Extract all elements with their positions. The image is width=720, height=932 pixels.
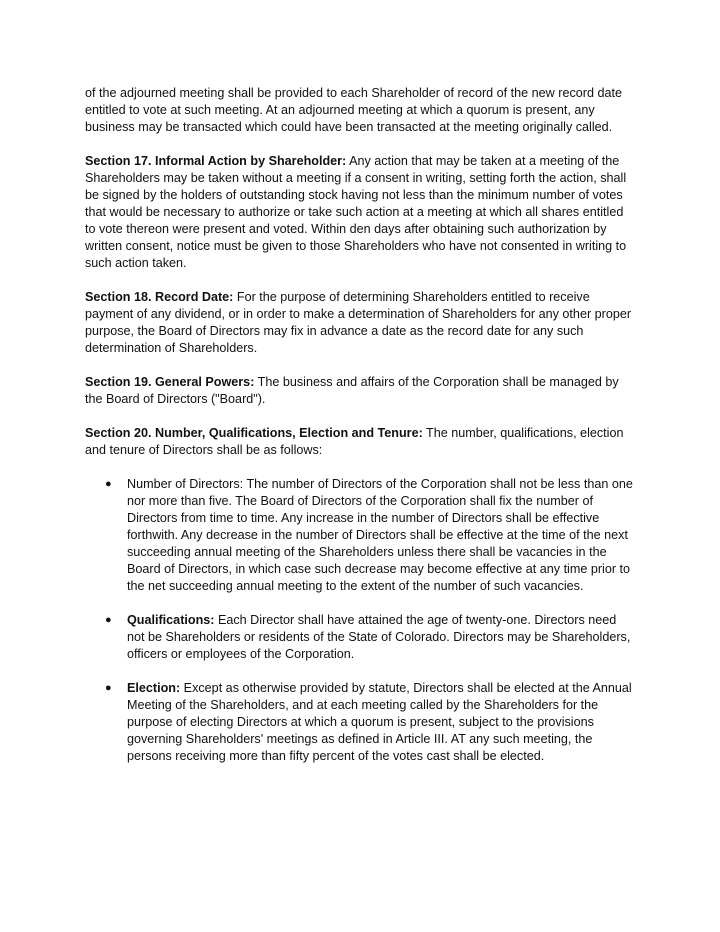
section-17-heading: Section 17. Informal Action by Shareholder: [85, 154, 347, 168]
section-18-body: For the purpose of determining Shareholders entitled to receive payment of any dividend, or in order to make a determination of Shareholders for any other proper purpose, the Board of Directors may fix in advance a date as the record date for any such determination of Shareholders. [85, 290, 632, 355]
list-item-qualifications [85, 612, 637, 663]
section-18-paragraph [85, 289, 637, 357]
document-body [85, 85, 637, 782]
section-19-heading: Section 19. General Powers: [85, 375, 255, 389]
director-rules-list [85, 476, 637, 765]
intro-paragraph [85, 85, 637, 136]
section-19-paragraph [85, 374, 637, 408]
section-19-body: The business and affairs of the Corporation shall be managed by the Board of Directors ("Board"). [85, 375, 619, 406]
bullet-icon: ● [105, 478, 112, 490]
section-20-body: The number, qualifications, election and tenure of Directors shall be as follows: [85, 426, 624, 457]
qualifications-text: Each Director shall have attained the age of twenty-one. Directors need not be Shareholders or residents of the State of Colorado. Directors may be Shareholders, officers or employees of the Corporation. [127, 613, 631, 661]
election-label: Election: [127, 681, 181, 695]
number-of-directors-text: Number of Directors: The number of Directors of the Corporation shall not be less than one nor more than five. The Board of Directors of the Corporation shall fix the number of Directors from time to time. Any increase in the number of Directors shall be effective forthwith. Any decrease in the number of Directors shall be effective at the time of the next succeeding annual meeting of the Shareholders unless there shall be vacancies in the Board of Directors, in which case such decrease may become effective at any time prior to the net succeeding annual meeting to the extent of the number of such vacancies. [127, 477, 633, 593]
bullet-icon: ● [105, 614, 112, 626]
section-17-body: Any action that may be taken at a meeting of the Shareholders may be taken without a meeting if a consent in writing, setting forth the action, shall be signed by the holders of outstanding stock having not less than the minimum number of votes that would be necessary to authorize or take such action at a meeting at which all shares entitled to vote thereon were present and voted. Within den days after obtaining such authorization by written consent, notice must be given to those Shareholders who have not consented in writing to such action taken. [85, 154, 627, 270]
qualifications-label: Qualifications: [127, 613, 215, 627]
list-item-election [85, 680, 637, 765]
list-item-number-of-directors [85, 476, 637, 595]
section-18-heading: Section 18. Record Date: [85, 290, 234, 304]
section-17-paragraph [85, 153, 637, 272]
intro-text: of the adjourned meeting shall be provided to each Shareholder of record of the new record date entitled to vote at such meeting. At an adjourned meeting at which a quorum is present, any business may be transacted which could have been transacted at the meeting originally called. [85, 86, 622, 134]
section-20-heading: Section 20. Number, Qualifications, Election and Tenure: [85, 426, 423, 440]
election-text: Except as otherwise provided by statute, Directors shall be elected at the Annual Meeting of the Shareholders, and at each meeting called by the Shareholders for the purpose of electing Directors at which a quorum is present, subject to the provisions governing Shareholders' meetings as defined in Article III. AT any such meeting, the persons receiving more than fifty percent of the votes cast shall be elected. [127, 681, 632, 763]
section-20-paragraph [85, 425, 637, 459]
bullet-icon: ● [105, 682, 112, 694]
